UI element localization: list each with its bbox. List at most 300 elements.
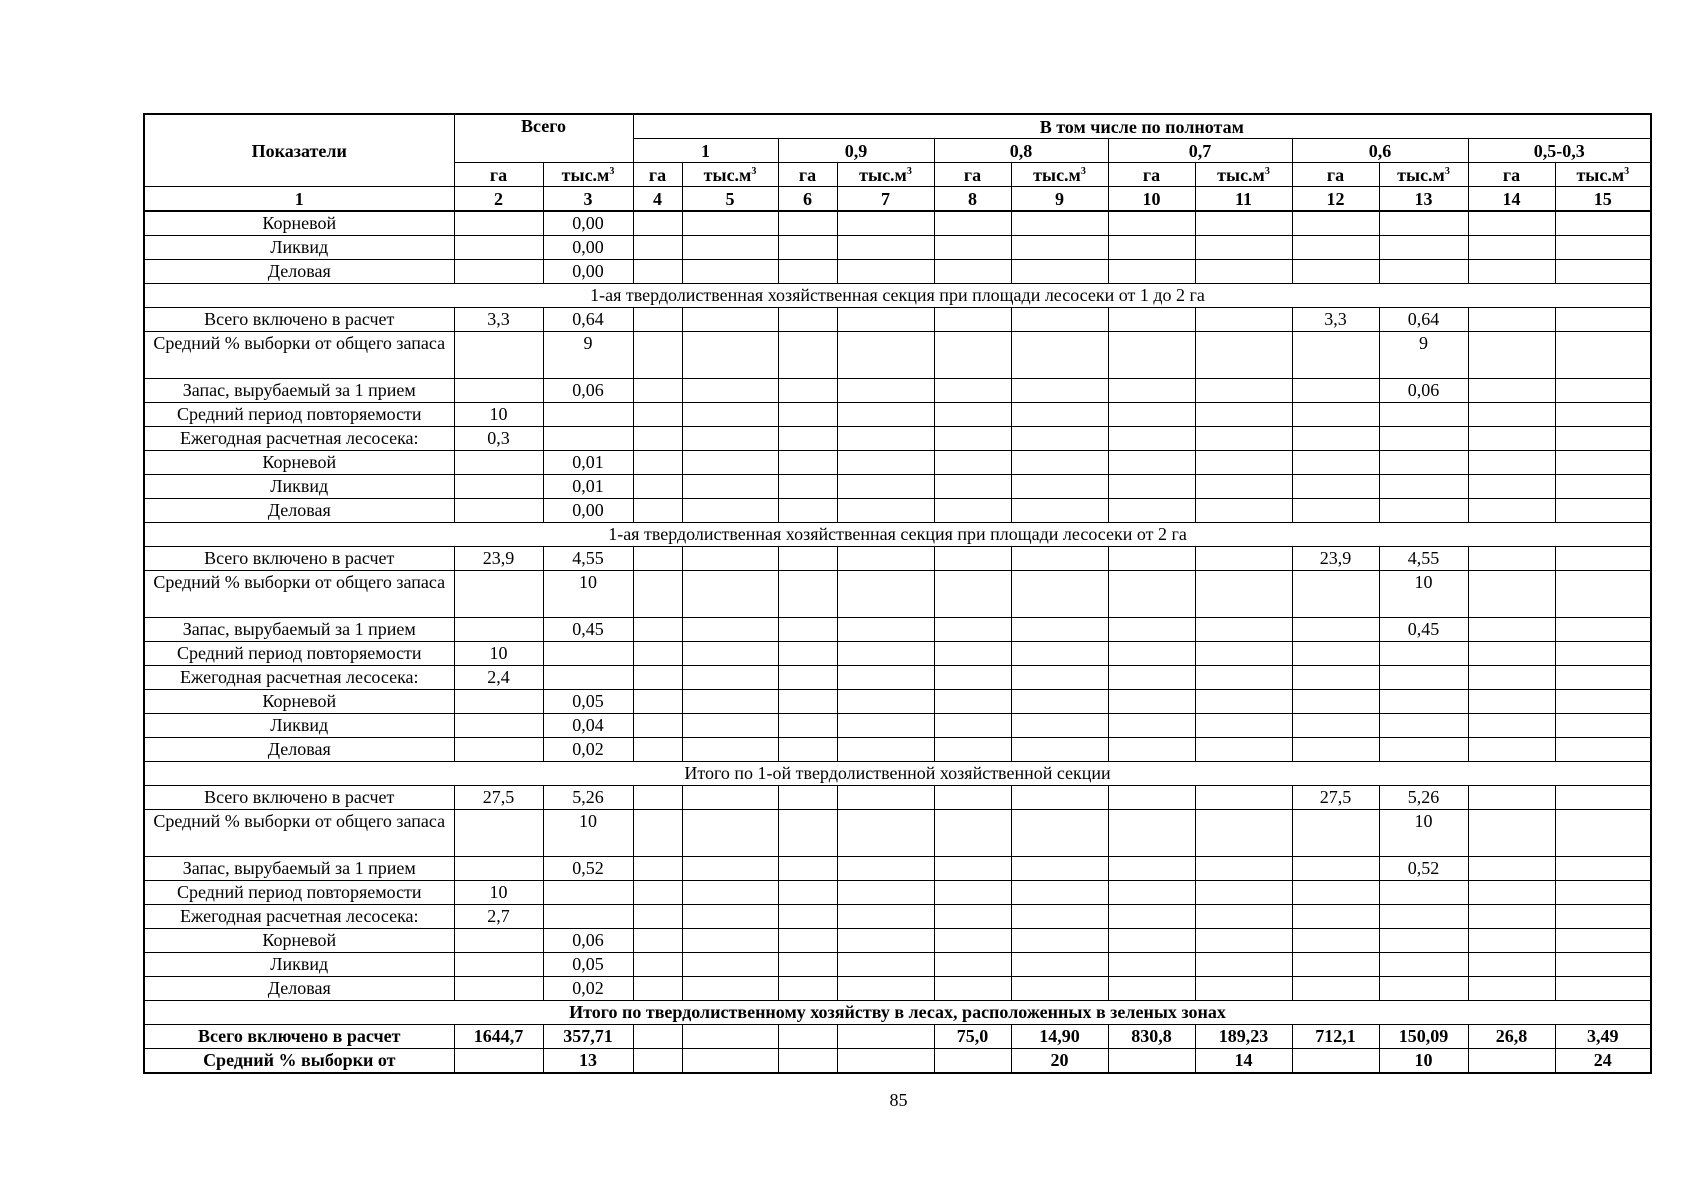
table-cell — [682, 666, 778, 690]
table-cell — [1468, 308, 1555, 332]
table-cell — [1011, 618, 1108, 642]
table-cell — [682, 260, 778, 284]
unit-volume-header — [1011, 163, 1108, 187]
table-cell — [1292, 929, 1379, 953]
table-cell — [1555, 379, 1651, 403]
table-cell — [778, 475, 837, 499]
table-cell — [682, 905, 778, 929]
table-cell — [1108, 714, 1195, 738]
table-cell — [1011, 211, 1108, 236]
table-cell — [1011, 929, 1108, 953]
table-cell — [543, 666, 633, 690]
table-cell — [1011, 379, 1108, 403]
unit-volume-exponent: 3 — [1080, 165, 1086, 177]
table-cell — [934, 738, 1011, 762]
unit-volume-header — [543, 163, 633, 187]
table-cell — [934, 977, 1011, 1001]
table-cell — [454, 690, 543, 714]
column-number: 5 — [682, 187, 778, 212]
table-cell: 0,52 — [1379, 857, 1468, 881]
row-label: Ежегодная расчетная лесосека: — [144, 666, 454, 690]
table-row — [144, 308, 1651, 332]
table-cell — [1468, 666, 1555, 690]
table-cell — [1468, 236, 1555, 260]
table-cell — [1195, 499, 1292, 523]
table-cell — [633, 1049, 682, 1074]
table-cell: 2,7 — [454, 905, 543, 929]
table-row — [144, 403, 1651, 427]
table-cell — [934, 260, 1011, 284]
table-cell — [1555, 308, 1651, 332]
density-label: 0,8 — [934, 139, 1108, 163]
table-cell — [1468, 499, 1555, 523]
section-header-row — [144, 523, 1651, 547]
table-cell — [454, 451, 543, 475]
table-cell: 75,0 — [934, 1025, 1011, 1049]
table-cell — [682, 642, 778, 666]
table-cell: 712,1 — [1292, 1025, 1379, 1049]
table-cell — [1195, 211, 1292, 236]
unit-ha-header: га — [778, 163, 837, 187]
table-cell — [1195, 260, 1292, 284]
table-cell — [778, 403, 837, 427]
table-cell — [837, 977, 934, 1001]
table-cell — [682, 403, 778, 427]
table-cell — [1108, 810, 1195, 857]
table-cell: 26,8 — [1468, 1025, 1555, 1049]
table-cell: 357,71 — [543, 1025, 633, 1049]
table-cell — [1555, 260, 1651, 284]
table-cell — [1195, 403, 1292, 427]
table-cell — [1555, 714, 1651, 738]
unit-volume-text: тыс.м — [703, 164, 752, 185]
table-cell — [633, 977, 682, 1001]
table-cell — [1195, 690, 1292, 714]
table-cell — [682, 929, 778, 953]
unit-volume-exponent: 3 — [1624, 165, 1630, 177]
table-cell — [543, 881, 633, 905]
row-label: Средний % выборки от общего запаса — [144, 571, 454, 618]
table-cell: 0,00 — [543, 211, 633, 236]
table-cell: 10 — [1379, 571, 1468, 618]
table-cell — [778, 666, 837, 690]
row-label: Корневой — [144, 929, 454, 953]
table-cell — [1108, 690, 1195, 714]
table-cell — [1555, 475, 1651, 499]
row-label: Ликвид — [144, 953, 454, 977]
table-cell — [1379, 260, 1468, 284]
table-row — [144, 427, 1651, 451]
table-cell — [934, 379, 1011, 403]
table-cell — [778, 690, 837, 714]
table-cell — [1292, 260, 1379, 284]
table-cell — [1292, 953, 1379, 977]
unit-ha-header: га — [454, 163, 543, 187]
table-cell — [934, 881, 1011, 905]
table-cell — [837, 236, 934, 260]
table-cell — [1011, 977, 1108, 1001]
table-cell — [1292, 905, 1379, 929]
table-cell — [454, 211, 543, 236]
table-cell: 0,00 — [543, 236, 633, 260]
table-cell — [778, 451, 837, 475]
table-cell: 0,64 — [1379, 308, 1468, 332]
table-cell — [454, 499, 543, 523]
table-cell — [778, 786, 837, 810]
table-row — [144, 857, 1651, 881]
table-cell — [837, 690, 934, 714]
table-cell — [1011, 881, 1108, 905]
table-cell — [837, 1049, 934, 1074]
table-cell — [454, 929, 543, 953]
table-row — [144, 1025, 1651, 1049]
table-cell: 4,55 — [543, 547, 633, 571]
table-cell — [454, 810, 543, 857]
table-cell — [1195, 714, 1292, 738]
table-cell — [682, 571, 778, 618]
unit-volume-header — [837, 163, 934, 187]
table-cell — [837, 451, 934, 475]
table-cell — [1195, 475, 1292, 499]
table-cell — [778, 308, 837, 332]
table-cell — [1011, 451, 1108, 475]
table-cell — [778, 738, 837, 762]
table-cell — [454, 857, 543, 881]
table-cell — [633, 618, 682, 642]
table-cell — [1195, 547, 1292, 571]
table-cell — [934, 642, 1011, 666]
unit-ha-header: га — [633, 163, 682, 187]
table-cell — [778, 810, 837, 857]
table-cell — [1555, 666, 1651, 690]
table-cell — [1379, 666, 1468, 690]
table-cell — [633, 905, 682, 929]
table-cell — [1195, 881, 1292, 905]
table-cell — [934, 666, 1011, 690]
table-cell — [778, 1049, 837, 1074]
unit-volume-text: тыс.м — [1033, 164, 1081, 185]
table-cell — [1292, 379, 1379, 403]
row-label: Деловая — [144, 738, 454, 762]
table-cell — [1292, 475, 1379, 499]
unit-volume-header — [1195, 163, 1292, 187]
table-cell — [682, 308, 778, 332]
table-row — [144, 714, 1651, 738]
unit-ha-header: га — [1108, 163, 1195, 187]
table-cell: 1644,7 — [454, 1025, 543, 1049]
unit-volume-text: тыс.м — [1217, 164, 1265, 185]
table-cell — [934, 499, 1011, 523]
table-cell — [1468, 260, 1555, 284]
table-cell — [1011, 690, 1108, 714]
table-cell — [1195, 571, 1292, 618]
table-cell — [837, 1025, 934, 1049]
table-cell — [1108, 211, 1195, 236]
table-row — [144, 475, 1651, 499]
table-cell — [837, 211, 934, 236]
row-label: Ликвид — [144, 236, 454, 260]
table-cell — [682, 332, 778, 379]
table-cell — [682, 881, 778, 905]
table-cell — [1011, 475, 1108, 499]
table-cell — [1292, 236, 1379, 260]
table-cell — [778, 714, 837, 738]
table-cell — [778, 236, 837, 260]
table-cell — [1379, 427, 1468, 451]
table-cell — [837, 786, 934, 810]
table-row — [144, 929, 1651, 953]
table-cell — [1379, 236, 1468, 260]
unit-volume-header — [1379, 163, 1468, 187]
table-cell — [1195, 953, 1292, 977]
table-cell — [682, 427, 778, 451]
table-cell: 14,90 — [1011, 1025, 1108, 1049]
column-number: 2 — [454, 187, 543, 212]
column-number: 15 — [1555, 187, 1651, 212]
table-header — [144, 114, 1651, 211]
table-cell — [934, 857, 1011, 881]
unit-volume-exponent: 3 — [751, 165, 757, 177]
table-cell — [1555, 236, 1651, 260]
row-label: Корневой — [144, 211, 454, 236]
table-cell — [1108, 379, 1195, 403]
table-cell — [1468, 786, 1555, 810]
table-cell — [1292, 690, 1379, 714]
table-row — [144, 642, 1651, 666]
table-cell — [682, 211, 778, 236]
table-cell — [1108, 905, 1195, 929]
table-cell — [1292, 714, 1379, 738]
table-cell — [1108, 427, 1195, 451]
unit-volume-text: тыс.м — [859, 164, 907, 185]
table-cell — [1379, 451, 1468, 475]
table-cell — [1555, 810, 1651, 857]
table-row — [144, 905, 1651, 929]
table-cell — [1555, 642, 1651, 666]
table-cell — [633, 403, 682, 427]
table-cell — [934, 690, 1011, 714]
table-cell — [454, 571, 543, 618]
table-cell — [934, 953, 1011, 977]
row-label: Ежегодная расчетная лесосека: — [144, 427, 454, 451]
table-row — [144, 881, 1651, 905]
table-cell — [633, 857, 682, 881]
table-cell — [1379, 881, 1468, 905]
table-cell — [1468, 690, 1555, 714]
density-label: 0,5-0,3 — [1468, 139, 1651, 163]
table-cell: 10 — [454, 881, 543, 905]
table-cell: 4,55 — [1379, 547, 1468, 571]
column-number: 6 — [778, 187, 837, 212]
table-cell — [1555, 738, 1651, 762]
table-cell — [837, 618, 934, 642]
table-cell: 5,26 — [543, 786, 633, 810]
table-cell: 20 — [1011, 1049, 1108, 1074]
table-cell — [837, 642, 934, 666]
table-cell — [1555, 881, 1651, 905]
table-cell — [837, 714, 934, 738]
row-label: Средний период повторяемости — [144, 403, 454, 427]
table-cell — [778, 977, 837, 1001]
column-number: 11 — [1195, 187, 1292, 212]
table-cell — [1195, 451, 1292, 475]
header-indicators: Показатели — [144, 114, 454, 187]
row-label: Запас, вырубаемый за 1 прием — [144, 618, 454, 642]
section-header-row — [144, 284, 1651, 308]
table-row — [144, 547, 1651, 571]
table-cell — [837, 905, 934, 929]
table-row — [144, 1049, 1651, 1074]
table-cell — [1108, 260, 1195, 284]
table-cell: 3,49 — [1555, 1025, 1651, 1049]
table-cell: 0,45 — [1379, 618, 1468, 642]
table-cell — [1108, 499, 1195, 523]
row-label: Корневой — [144, 451, 454, 475]
table-cell — [1468, 738, 1555, 762]
table-cell — [1011, 905, 1108, 929]
table-cell — [1108, 1049, 1195, 1074]
table-cell — [1195, 786, 1292, 810]
table-cell — [1555, 929, 1651, 953]
table-cell — [1555, 690, 1651, 714]
table-cell: 10 — [454, 403, 543, 427]
table-cell — [1292, 642, 1379, 666]
table-cell — [778, 547, 837, 571]
table-cell — [1108, 571, 1195, 618]
table-cell — [1195, 308, 1292, 332]
column-number: 3 — [543, 187, 633, 212]
unit-volume-header — [1555, 163, 1651, 187]
table-cell — [778, 642, 837, 666]
table-cell — [1292, 332, 1379, 379]
row-label: Всего включено в расчет — [144, 308, 454, 332]
table-cell — [1555, 332, 1651, 379]
table-cell — [778, 857, 837, 881]
table-cell: 3,3 — [454, 308, 543, 332]
table-cell — [543, 403, 633, 427]
table-cell — [778, 332, 837, 379]
table-cell — [1011, 953, 1108, 977]
table-cell — [1108, 475, 1195, 499]
table-cell — [633, 475, 682, 499]
table-cell — [1468, 332, 1555, 379]
table-row — [144, 451, 1651, 475]
table-cell — [682, 618, 778, 642]
unit-ha-header: га — [1468, 163, 1555, 187]
table-cell — [1108, 929, 1195, 953]
table-cell: 23,9 — [1292, 547, 1379, 571]
table-cell — [1011, 260, 1108, 284]
forest-allowable-cut-table — [143, 113, 1652, 1074]
table-cell — [454, 236, 543, 260]
row-label: Всего включено в расчет — [144, 1025, 454, 1049]
table-cell — [543, 427, 633, 451]
table-cell — [1292, 857, 1379, 881]
table-cell: 10 — [454, 642, 543, 666]
table-cell — [682, 738, 778, 762]
table-cell — [1292, 451, 1379, 475]
table-cell — [682, 953, 778, 977]
table-cell — [454, 475, 543, 499]
column-number: 13 — [1379, 187, 1468, 212]
table-cell — [1108, 332, 1195, 379]
table-cell: 5,26 — [1379, 786, 1468, 810]
table-cell — [1379, 738, 1468, 762]
table-cell — [837, 857, 934, 881]
table-cell — [682, 547, 778, 571]
table-cell — [1468, 642, 1555, 666]
table-row — [144, 260, 1651, 284]
table-cell — [1108, 451, 1195, 475]
table-cell — [934, 451, 1011, 475]
table-cell — [778, 953, 837, 977]
table-cell: 23,9 — [454, 547, 543, 571]
table-cell — [1468, 977, 1555, 1001]
table-cell — [1379, 403, 1468, 427]
table-cell — [1292, 881, 1379, 905]
table-row — [144, 618, 1651, 642]
table-cell — [837, 571, 934, 618]
table-cell — [633, 810, 682, 857]
table-body — [144, 211, 1651, 1073]
table-cell — [778, 905, 837, 929]
table-cell — [1011, 786, 1108, 810]
table-cell — [682, 857, 778, 881]
table-cell — [1468, 618, 1555, 642]
table-cell — [837, 810, 934, 857]
table-cell — [778, 1025, 837, 1049]
table-cell — [1468, 451, 1555, 475]
table-cell — [934, 714, 1011, 738]
table-cell — [1011, 714, 1108, 738]
table-cell — [1011, 666, 1108, 690]
table-row — [144, 499, 1651, 523]
table-cell — [1292, 499, 1379, 523]
table-cell — [837, 427, 934, 451]
table-cell — [454, 332, 543, 379]
table-cell: 27,5 — [454, 786, 543, 810]
table-row — [144, 953, 1651, 977]
row-label: Ликвид — [144, 475, 454, 499]
table-cell — [454, 618, 543, 642]
table-cell: 3,3 — [1292, 308, 1379, 332]
table-cell — [1011, 332, 1108, 379]
table-cell — [934, 810, 1011, 857]
section-title: Итого по 1-ой твердолиственной хозяйственной секции — [144, 762, 1651, 786]
table-cell — [454, 977, 543, 1001]
table-cell — [1555, 857, 1651, 881]
table-cell: 2,4 — [454, 666, 543, 690]
row-label: Средний период повторяемости — [144, 881, 454, 905]
table-cell — [454, 1049, 543, 1074]
table-cell — [682, 714, 778, 738]
row-label: Деловая — [144, 977, 454, 1001]
table-cell — [633, 547, 682, 571]
table-cell — [1468, 1049, 1555, 1074]
table-cell — [1195, 618, 1292, 642]
density-label: 0,6 — [1292, 139, 1468, 163]
table-cell — [934, 786, 1011, 810]
table-cell — [1468, 953, 1555, 977]
table-cell — [1195, 332, 1292, 379]
table-cell — [633, 786, 682, 810]
table-cell — [778, 211, 837, 236]
table-cell — [633, 379, 682, 403]
table-cell — [934, 571, 1011, 618]
table-cell — [837, 260, 934, 284]
unit-volume-exponent: 3 — [906, 165, 912, 177]
table-cell: 0,02 — [543, 977, 633, 1001]
